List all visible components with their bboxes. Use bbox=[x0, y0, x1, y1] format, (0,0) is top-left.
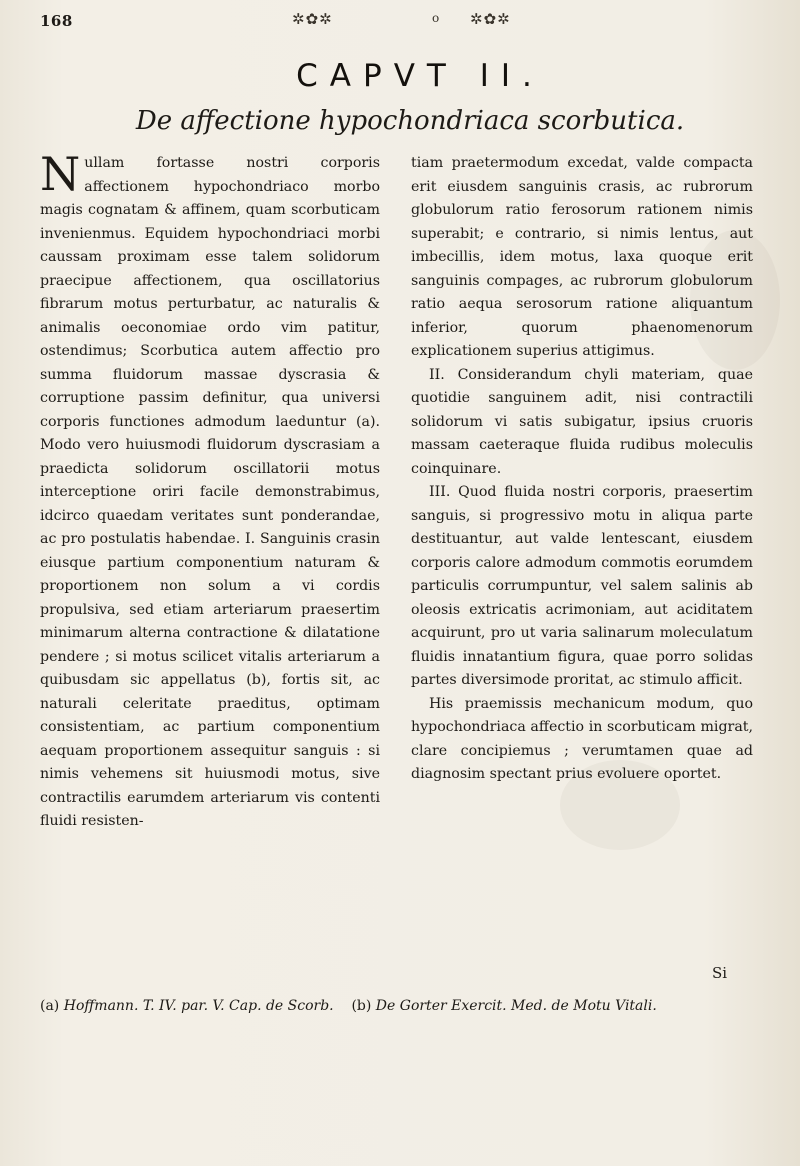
footnote-a-text: Hoffmann. T. IV. par. V. Cap. de Scorb. bbox=[63, 998, 334, 1014]
right-paragraph-1: tiam praetermodum excedat, valde compacta erit eiusdem sanguinis crasis, ac rubrorum globulorum ratio ferosorum rationem nimis superabit; e contrario, si nimis lentus, aut imbecillis, idem motus, laxa quoque erit sanguinis compages, ac rubrorum globulorum ratio aequa serosorum ratione aliquantum inferior, quorum phaenomenorum explicationem superius attigimus. bbox=[411, 155, 753, 359]
right-paragraph-2: II. Considerandum chyli materiam, quae quotidie sanguinem adit, nisi contractili solidorum vi satis subigatur, ipsius cruoris massam caeteraque fluida rudibus moleculis coinquinare. bbox=[411, 366, 753, 477]
header-ornament-center: o bbox=[432, 11, 441, 25]
drop-cap: N bbox=[40, 147, 81, 201]
chapter-heading: CAPVT II. bbox=[296, 58, 544, 94]
footnote-b-text: De Gorter Exercit. Med. de Motu Vitali. bbox=[375, 998, 657, 1014]
header-ornament-left: ✲✿✲ bbox=[292, 10, 333, 28]
left-column-text: ullam fortasse nostri corporis affectionem hypochondriaco morbo magis cognatam & affinem, quam scorbuticam invenienmus. Equidem hypochondriaci morbi caussam proximam esse talem solidorum praecipue affectionem, qua oscillatorius fibrarum motus perturbatur, ac naturalis & animalis oeconomiae ordo vim patitur, ostendimus; Scorbutica autem affectio pro summa fluidorum massae dyscrasia & corruptione passim definitur, qua universi corporis functiones admodum laeduntur (a). Modo vero huiusmodi fluidorum dyscrasiam a praedicta solidorum oscillatorii motus interceptione oriri facile demonstrabimus, idcirco quaedam veritates sunt ponderandae, ac pro postulatis habendae. I. Sanguinis crasin eiusque partium componentium naturam & proportionem non solum a vi cordis propulsiva, sed etiam arteriarum praesertim minimarum alterna contractione & dilatatione pendere ; si motus scilicet vitalis arteriarum a quibusdam sic appellatus (b), fortis sit, ac naturali celeritate praeditus, optimam consistentiam, ac partium componentium aequam proportionem assequitur sanguis : si nimis vehemens sit huiusmodi motus, sive contractilis earumdem arteriarum vis contenti fluidi resisten- bbox=[40, 155, 380, 829]
footnote-b-label: (b) bbox=[351, 998, 372, 1014]
page-number: 168 bbox=[40, 12, 73, 30]
left-column-paragraph bbox=[40, 147, 380, 834]
header-ornament-right: ✲✿✲ bbox=[470, 10, 511, 28]
right-paragraph-3: III. Quod fluida nostri corporis, praesertim sanguis, si progressivo motu in aliqua parte destituantur, aut valde lentescant, eiusdem corporis calore admodum commotis eorumdem particulis corrumpuntur, vel salem salinis ab oleosis extricatis acrimoniam, aut aciditatem acquirunt, pro ut varia salinarum moleculatum fluidis innatantium figura, quae porro solidas partes diversimode proritat, ac stimulo afficit. bbox=[411, 484, 753, 688]
catchword: Si bbox=[712, 964, 728, 982]
right-text-column bbox=[411, 152, 753, 787]
left-text-column bbox=[40, 147, 380, 834]
chapter-subtitle: De affectione hypochondriaca scorbutica. bbox=[135, 106, 685, 136]
footnotes bbox=[40, 996, 760, 1016]
footnote-a-label: (a) bbox=[40, 998, 60, 1014]
right-paragraph-4: His praemissis mechanicum modum, quo hypochondriaca affectio in scorbuticam migrat, clare concipiemus ; verumtamen quae ad diagnosim spectant prius evoluere oportet. bbox=[411, 695, 753, 782]
